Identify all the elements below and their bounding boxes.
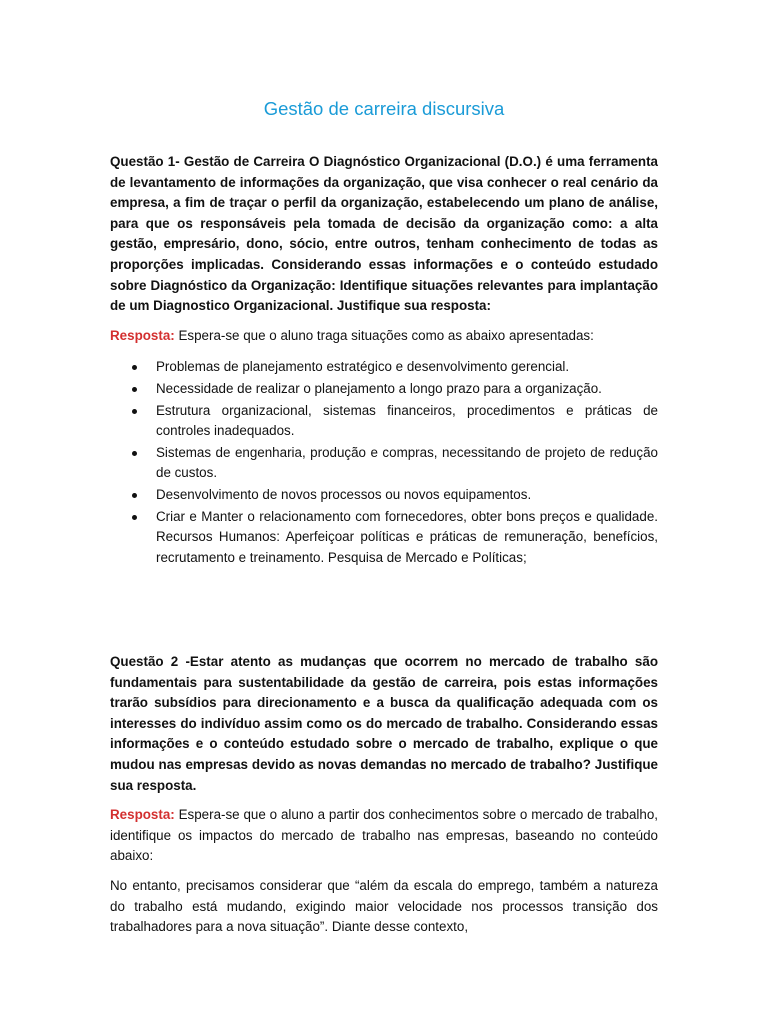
answer-text: Espera-se que o aluno traga situações como as abaixo apresentadas:	[174, 327, 594, 343]
question-1-section	[110, 152, 658, 569]
list-item-text: Necessidade de realizar o planejamento a longo prazo para a organização.	[156, 380, 602, 396]
list-item	[110, 443, 658, 484]
question-2-text: Questão 2 -Estar atento as mudanças que ocorrem no mercado de trabalho são fundamentais para sustentabilidade da gestão de carreira, pois estas informações trarão subsídios para direcionamento e a busca da qualificação adequada com os interesses do indivíduo assim como os do mercado de trabalho. Considerando essas informações e o conteúdo estudado sobre o mercado de trabalho, explique o que mudou nas empresas devido as novas demandas no mercado de trabalho? Justifique sua resposta.	[110, 654, 658, 793]
list-item-text: Problemas de planejamento estratégico e desenvolvimento gerencial.	[156, 359, 570, 375]
bullet-icon	[132, 387, 137, 392]
question-1-text: Questão 1- Gestão de Carreira O Diagnóstico Organizacional (D.O.) é uma ferramenta de levantamento de informações da organização, que visa conhecer o real cenário da empresa, a fim de traçar o perfil da organização, estabelecendo um plano de análise, para que os responsáveis pela tomada de decisão da organização como: a alta gestão, empresário, dono, sócio, entre outros, tenham conhecimento de todas as proporções implicadas. Considerando essas informações e o conteúdo estudado sobre Diagnóstico da Organização: Identifique situações relevantes para implantação de um Diagnostico Organizacional. Justifique sua resposta:	[110, 154, 658, 314]
list-item	[110, 401, 658, 442]
list-item-text: Estrutura organizacional, sistemas financeiros, procedimentos e práticas de controles inadequados.	[156, 402, 658, 439]
body-paragraph: No entanto, precisamos considerar que “além da escala do emprego, também a natureza do trabalho está mudando, exigindo maior velocidade nos processos transição dos trabalhadores para a nova situação”. Diante desse contexto,	[110, 877, 658, 935]
document-title: Gestão de carreira discursiva	[263, 98, 505, 120]
question-2-answer	[110, 805, 658, 867]
list-item	[110, 507, 658, 569]
list-item-text: Desenvolvimento de novos processos ou novos equipamentos.	[156, 486, 532, 502]
answer-text: Espera-se que o aluno a partir dos conhecimentos sobre o mercado de trabalho, identifique os impactos do mercado de trabalho nas empresas, baseando no conteúdo abaixo:	[110, 807, 658, 864]
list-item	[110, 485, 658, 506]
list-item-text: Criar e Manter o relacionamento com fornecedores, obter bons preços e qualidade. Recursos Humanos: Aperfeiçoar políticas e práticas de remuneração, benefícios, recrutamento e treinamento. Pesquisa de Mercado e Políticas;	[156, 508, 658, 565]
list-item	[110, 357, 658, 378]
list-item-text: Sistemas de engenharia, produção e compras, necessitando de projeto de redução de custos.	[156, 444, 658, 481]
answer-bullet-list	[110, 357, 658, 568]
bullet-icon	[132, 493, 137, 498]
bullet-icon	[132, 515, 137, 520]
list-item	[110, 379, 658, 400]
question-1-answer	[110, 326, 658, 347]
answer-label: Resposta:	[110, 807, 175, 823]
bullet-icon	[132, 365, 137, 370]
question-2-section	[110, 652, 658, 938]
bullet-icon	[132, 451, 137, 456]
answer-label: Resposta:	[110, 327, 175, 343]
bullet-icon	[132, 409, 137, 414]
